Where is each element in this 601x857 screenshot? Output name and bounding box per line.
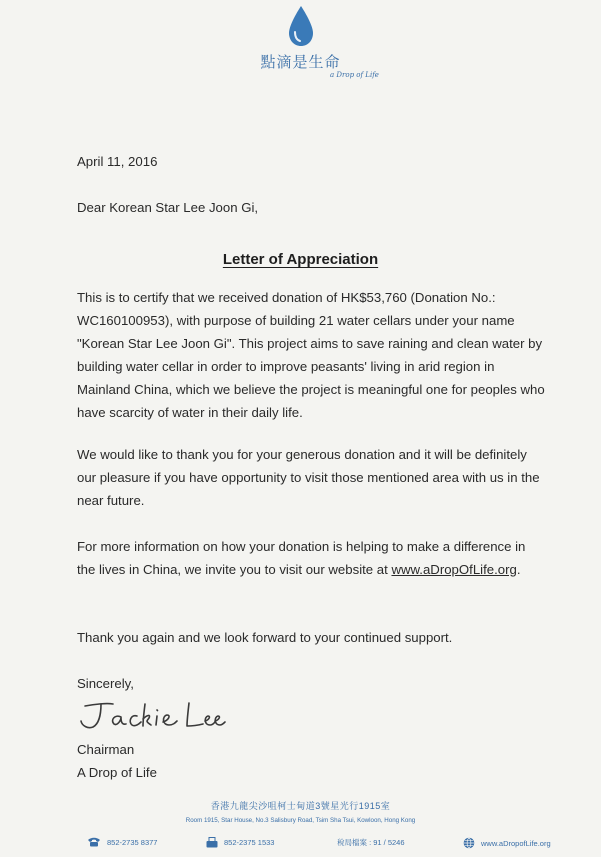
- logo-english-name: a Drop of Life: [330, 71, 379, 79]
- water-drop-icon: [286, 4, 316, 48]
- footer-address-chinese: 香港九龍尖沙咀柯士甸道3號星光行1915室: [210, 801, 391, 811]
- logo: [0, 4, 601, 79]
- tax-reference: 稅局檔案 : 91 / 5246: [337, 838, 405, 847]
- closing: Sincerely,: [77, 676, 134, 691]
- paragraph-website-end: .: [516, 562, 521, 577]
- globe-icon: [463, 837, 475, 849]
- footer-website-text[interactable]: www.aDropofLife.org: [481, 838, 551, 848]
- paragraph-closing: Thank you again and we look forward to your continued support.: [77, 630, 453, 645]
- letter-title: [0, 251, 601, 268]
- footer-website: [463, 837, 551, 849]
- fax-number: 852-2375 1533: [224, 838, 275, 847]
- signer-organization: A Drop of Life: [77, 765, 157, 780]
- signer-role: Chairman: [77, 742, 135, 757]
- paragraph-thanks: We would like to thank you for your generous donation and it will be definitely our pleasure if you have opportunity to visit those mentioned area with us in the near future.: [77, 447, 540, 508]
- paragraph-website: [77, 535, 547, 581]
- footer-tax-reference: [337, 837, 405, 848]
- phone-icon: [87, 837, 101, 847]
- paragraph-website-text: For more information on how your donation is helping to make a difference in the lives in China, we invite you to visit our website at: [77, 539, 526, 577]
- logo-chinese-name: 點滴是生命: [260, 53, 341, 71]
- signature: [77, 700, 227, 739]
- letter-title-text: Letter of Appreciation: [222, 251, 379, 268]
- website-link[interactable]: www.aDropOfLife.org: [391, 562, 517, 577]
- fax-icon: [206, 837, 218, 848]
- salutation: Dear Korean Star Lee Joon Gi,: [77, 200, 259, 215]
- paragraph-donation: This is to certify that we received donation of HK$53,760 (Donation No.: WC160100953), with purpose of building 21 water cellars under your name "Korean Star Lee Joon Gi". This project aims to save raining and clean water by building water cellar in order to improve peasants' living in arid region in Mainland China, which we believe the project is meaningful one for peoples who have scarcity of water in their daily life.: [77, 290, 545, 420]
- footer-address-english: Room 1915, Star House, No.3 Salisbury Road, Tsim Sha Tsui, Kowloon, Hong Kong: [185, 817, 416, 824]
- handwritten-signature: [77, 700, 227, 734]
- phone-number: 852-2735 8377: [107, 837, 158, 847]
- footer-fax: [206, 837, 274, 848]
- letter-date: April 11, 2016: [77, 154, 158, 169]
- footer-phone: [87, 837, 157, 847]
